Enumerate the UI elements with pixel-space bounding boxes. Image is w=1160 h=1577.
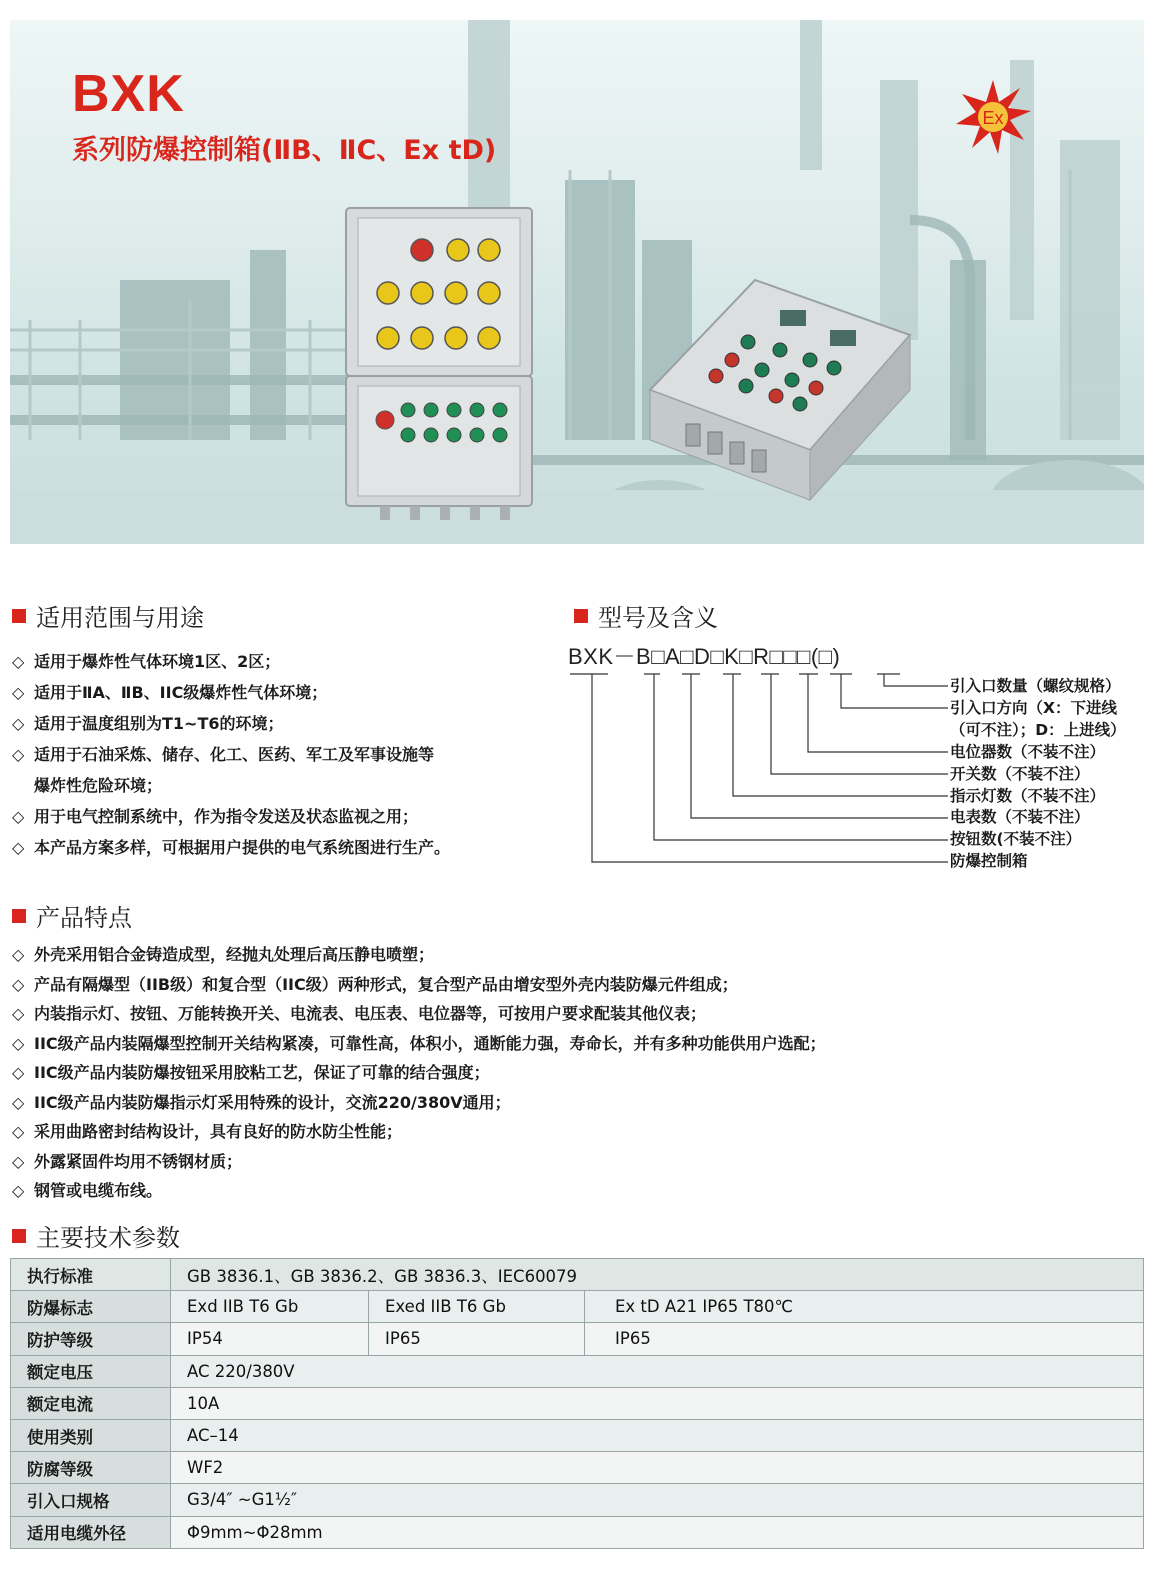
model-label: 电表数（不装不注） (950, 808, 1090, 827)
product-subtitle: 系列防爆控制箱(ⅡB、ⅡC、Ex tD) (72, 135, 497, 166)
scope-item: ◇ 本产品方案多样，可根据用户提供的电气系统图进行生产。 (12, 832, 450, 863)
feature-item: ◇ 外露紧固件均用不锈钢材质； (12, 1147, 826, 1177)
spec-value: IP54 (171, 1323, 369, 1355)
table-row (11, 1452, 1144, 1484)
spec-key: 适用电缆外径 (11, 1516, 171, 1548)
table-row (11, 1259, 1144, 1291)
model-leader-lines (560, 660, 960, 880)
brand-title: BXK (72, 65, 185, 123)
ex-explosion-proof-badge-icon (954, 78, 1032, 156)
spec-value: Exed IIB T6 Gb (369, 1291, 585, 1323)
feature-item: ◇ 钢管或电缆布线。 (12, 1176, 826, 1206)
scope-item: ◇ 适用于ⅡA、ⅡB、IIC级爆炸性气体环境； (12, 677, 450, 708)
feature-item: ◇ IIC级产品内装防爆指示灯采用特殊的设计，交流220/380V通用； (12, 1088, 826, 1118)
heading-marker-icon (12, 1229, 26, 1243)
model-meaning-list (950, 676, 1126, 873)
feature-item: ◇ 外壳采用铝合金铸造成型，经抛丸处理后高压静电喷塑； (12, 940, 826, 970)
specs-heading: 主要技术参数 (12, 1218, 180, 1253)
spec-value: GB 3836.1、GB 3836.2、GB 3836.3、IEC60079 (171, 1259, 1144, 1291)
table-row (11, 1355, 1144, 1387)
spec-key: 引入口规格 (11, 1484, 171, 1516)
scope-heading: 适用范围与用途 (12, 598, 204, 633)
spec-value: Φ9mm~Φ28mm (171, 1516, 1144, 1548)
spec-value: 10A (171, 1387, 1144, 1419)
spec-key: 额定电压 (11, 1355, 171, 1387)
model-code: BXK－B□A□D□K□R□□□(□) (568, 644, 841, 669)
table-row (11, 1291, 1144, 1323)
features-heading: 产品特点 (12, 898, 132, 933)
scope-item: ◇ 适用于爆炸性气体环境1区、2区； (12, 646, 450, 677)
spec-value: WF2 (171, 1452, 1144, 1484)
model-label: 指示灯数（不装不注） (950, 786, 1106, 805)
feature-item: ◇ 产品有隔爆型（IIB级）和复合型（IIC级）两种形式，复合型产品由增安型外壳内装防爆元件组成； (12, 970, 826, 1000)
spec-table (10, 1258, 1144, 1549)
spec-key: 防护等级 (11, 1323, 171, 1355)
model-heading: 型号及含义 (574, 598, 718, 633)
hero-banner (10, 20, 1144, 544)
model-label: 开关数（不装不注） (950, 764, 1090, 783)
spec-value: IP65 (369, 1323, 585, 1355)
table-row (11, 1323, 1144, 1355)
spec-key: 额定电流 (11, 1387, 171, 1419)
model-label: 引入口数量（螺纹规格） (950, 677, 1121, 695)
table-row (11, 1387, 1144, 1419)
scope-item: ◇ 适用于温度组别为T1~T6的环境； (12, 708, 450, 739)
table-row (11, 1484, 1144, 1516)
control-box-left-image (346, 208, 532, 520)
heading-marker-icon (12, 609, 26, 623)
spec-key: 防腐等级 (11, 1452, 171, 1484)
model-label: 引入口方向（X：下进线 (950, 698, 1117, 717)
spec-value: Ex tD A21 IP65 T80℃ (585, 1291, 1144, 1323)
spec-key: 执行标准 (11, 1259, 171, 1291)
table-row (11, 1516, 1144, 1548)
scope-item-continued: 爆炸性危险环境； (34, 776, 163, 795)
spec-value: AC–14 (171, 1419, 1144, 1451)
spec-value: IP65 (585, 1323, 1144, 1355)
features-list (12, 940, 826, 1206)
spec-value: AC 220/380V (171, 1355, 1144, 1387)
svg-text:Ex: Ex (982, 108, 1004, 128)
scope-item: ◇ 适用于石油采炼、储存、化工、医药、军工及军事设施等 (12, 739, 450, 770)
model-label: 电位器数（不装不注） (950, 742, 1106, 761)
heading-marker-icon (574, 609, 588, 623)
feature-item: ◇ 内装指示灯、按钮、万能转换开关、电流表、电压表、电位器等，可按用户要求配装其他仪表； (12, 999, 826, 1029)
feature-item: ◇ 采用曲路密封结构设计，具有良好的防水防尘性能； (12, 1117, 826, 1147)
spec-key: 使用类别 (11, 1419, 171, 1451)
scope-list (12, 646, 450, 863)
spec-value: G3/4″ ~G1½″ (171, 1484, 1144, 1516)
model-label: 防爆控制箱 (950, 852, 1028, 871)
model-label: （可不注）；D：上进线） (950, 720, 1126, 739)
heading-marker-icon (12, 909, 26, 923)
feature-item: ◇ IIC级产品内装防爆按钮采用胶粘工艺，保证了可靠的结合强度； (12, 1058, 826, 1088)
spec-key: 防爆标志 (11, 1291, 171, 1323)
spec-value: Exd IIB T6 Gb (171, 1291, 369, 1323)
feature-item: ◇ IIC级产品内装隔爆型控制开关结构紧凑，可靠性高，体积小，通断能力强，寿命长，并有多种功能供用户选配； (12, 1029, 826, 1059)
model-label: 按钮数(不装不注） (950, 830, 1082, 849)
scope-item: ◇ 用于电气控制系统中，作为指令发送及状态监视之用； (12, 801, 450, 832)
table-row (11, 1419, 1144, 1451)
